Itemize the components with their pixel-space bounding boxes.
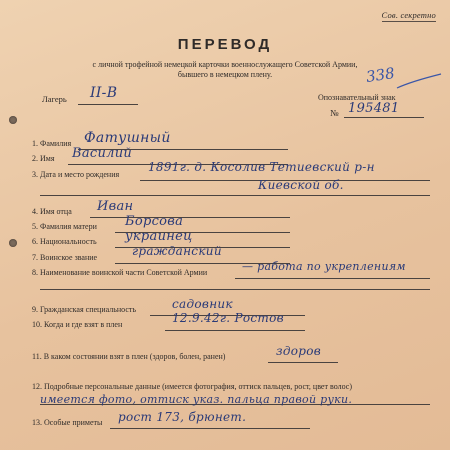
field-unit-label: 8. Наименование воинской части Советской Армии — [32, 268, 208, 277]
field-underline — [268, 362, 338, 363]
id-mark-prefix: № — [330, 108, 339, 118]
field-surname-value: Фатушный — [84, 130, 171, 146]
subtitle-line: с личной трофейной немецкой карточки военнослужащего Советской Армии, — [92, 60, 358, 69]
field-details-label: 12. Подробные персональные данные (имеется фотография, оттиск пальцев, рост, цвет волос) — [32, 382, 352, 391]
camp-value: II-B — [90, 85, 118, 101]
field-underline — [235, 278, 430, 279]
field-underline — [110, 428, 310, 429]
field-condition-label: 11. В каком состоянии взят в плен (здоров, болен, ранен) — [32, 352, 226, 361]
document-subtitle — [60, 60, 390, 80]
punch-hole — [9, 116, 17, 124]
field-profession-value: садовник — [172, 297, 233, 311]
handwritten-number: 338 — [364, 64, 396, 86]
field-underline — [40, 195, 430, 196]
id-mark-underline — [344, 117, 424, 118]
field-nationality-label: 6. Национальность — [32, 237, 97, 246]
field-nationality-value: украинец — [125, 229, 193, 244]
camp-label: Лагерь — [42, 94, 67, 104]
field-father-value: Иван — [97, 199, 134, 214]
field-underline — [40, 289, 430, 290]
annotation-stroke — [395, 72, 443, 102]
field-father-label: 4. Имя отца — [32, 207, 72, 216]
field-details-value: имеется фото, оттиск указ. пальца правой руки. — [40, 393, 353, 406]
field-mother-value: Борсова — [125, 214, 184, 229]
field-surname-label: 1. Фамилия — [32, 139, 72, 148]
field-birth-value-line2: Киевской об. — [258, 178, 344, 192]
id-mark-label: Опознавательный знак — [318, 93, 396, 102]
field-birth-value: 1891г. д. Косолив Тетиевский р-н — [148, 160, 375, 174]
field-unit-value: — работа по укреплениям — [242, 260, 406, 273]
field-underline — [90, 217, 290, 218]
field-condition-value: здоров — [276, 344, 322, 358]
field-rank-value: гражданский — [132, 244, 222, 258]
field-mother-label: 5. Фамилия матери — [32, 222, 97, 231]
field-name-label: 2. Имя — [32, 154, 55, 163]
field-captured-label: 10. Когда и где взят в плен — [32, 320, 123, 329]
id-mark-value: 195481 — [348, 101, 400, 116]
field-captured-value: 12.9.42г. Ростов — [172, 311, 284, 325]
document-title: ПЕРЕВОД — [177, 36, 273, 53]
field-rank-label: 7. Воинское звание — [32, 253, 98, 262]
field-features-label: 13. Особые приметы — [32, 418, 103, 427]
secret-label: Сов. секретно — [381, 10, 436, 20]
field-underline — [165, 330, 305, 331]
punch-hole — [9, 239, 17, 247]
camp-underline — [78, 104, 138, 105]
field-name-value: Василий — [72, 146, 133, 161]
field-birth-label: 3. Дата и место рождения — [32, 170, 120, 179]
field-features-value: рост 173, брюнет. — [118, 410, 247, 424]
subtitle-line: бывшего в немецком плену. — [177, 70, 273, 79]
field-profession-label: 9. Гражданская специальность — [32, 305, 137, 314]
